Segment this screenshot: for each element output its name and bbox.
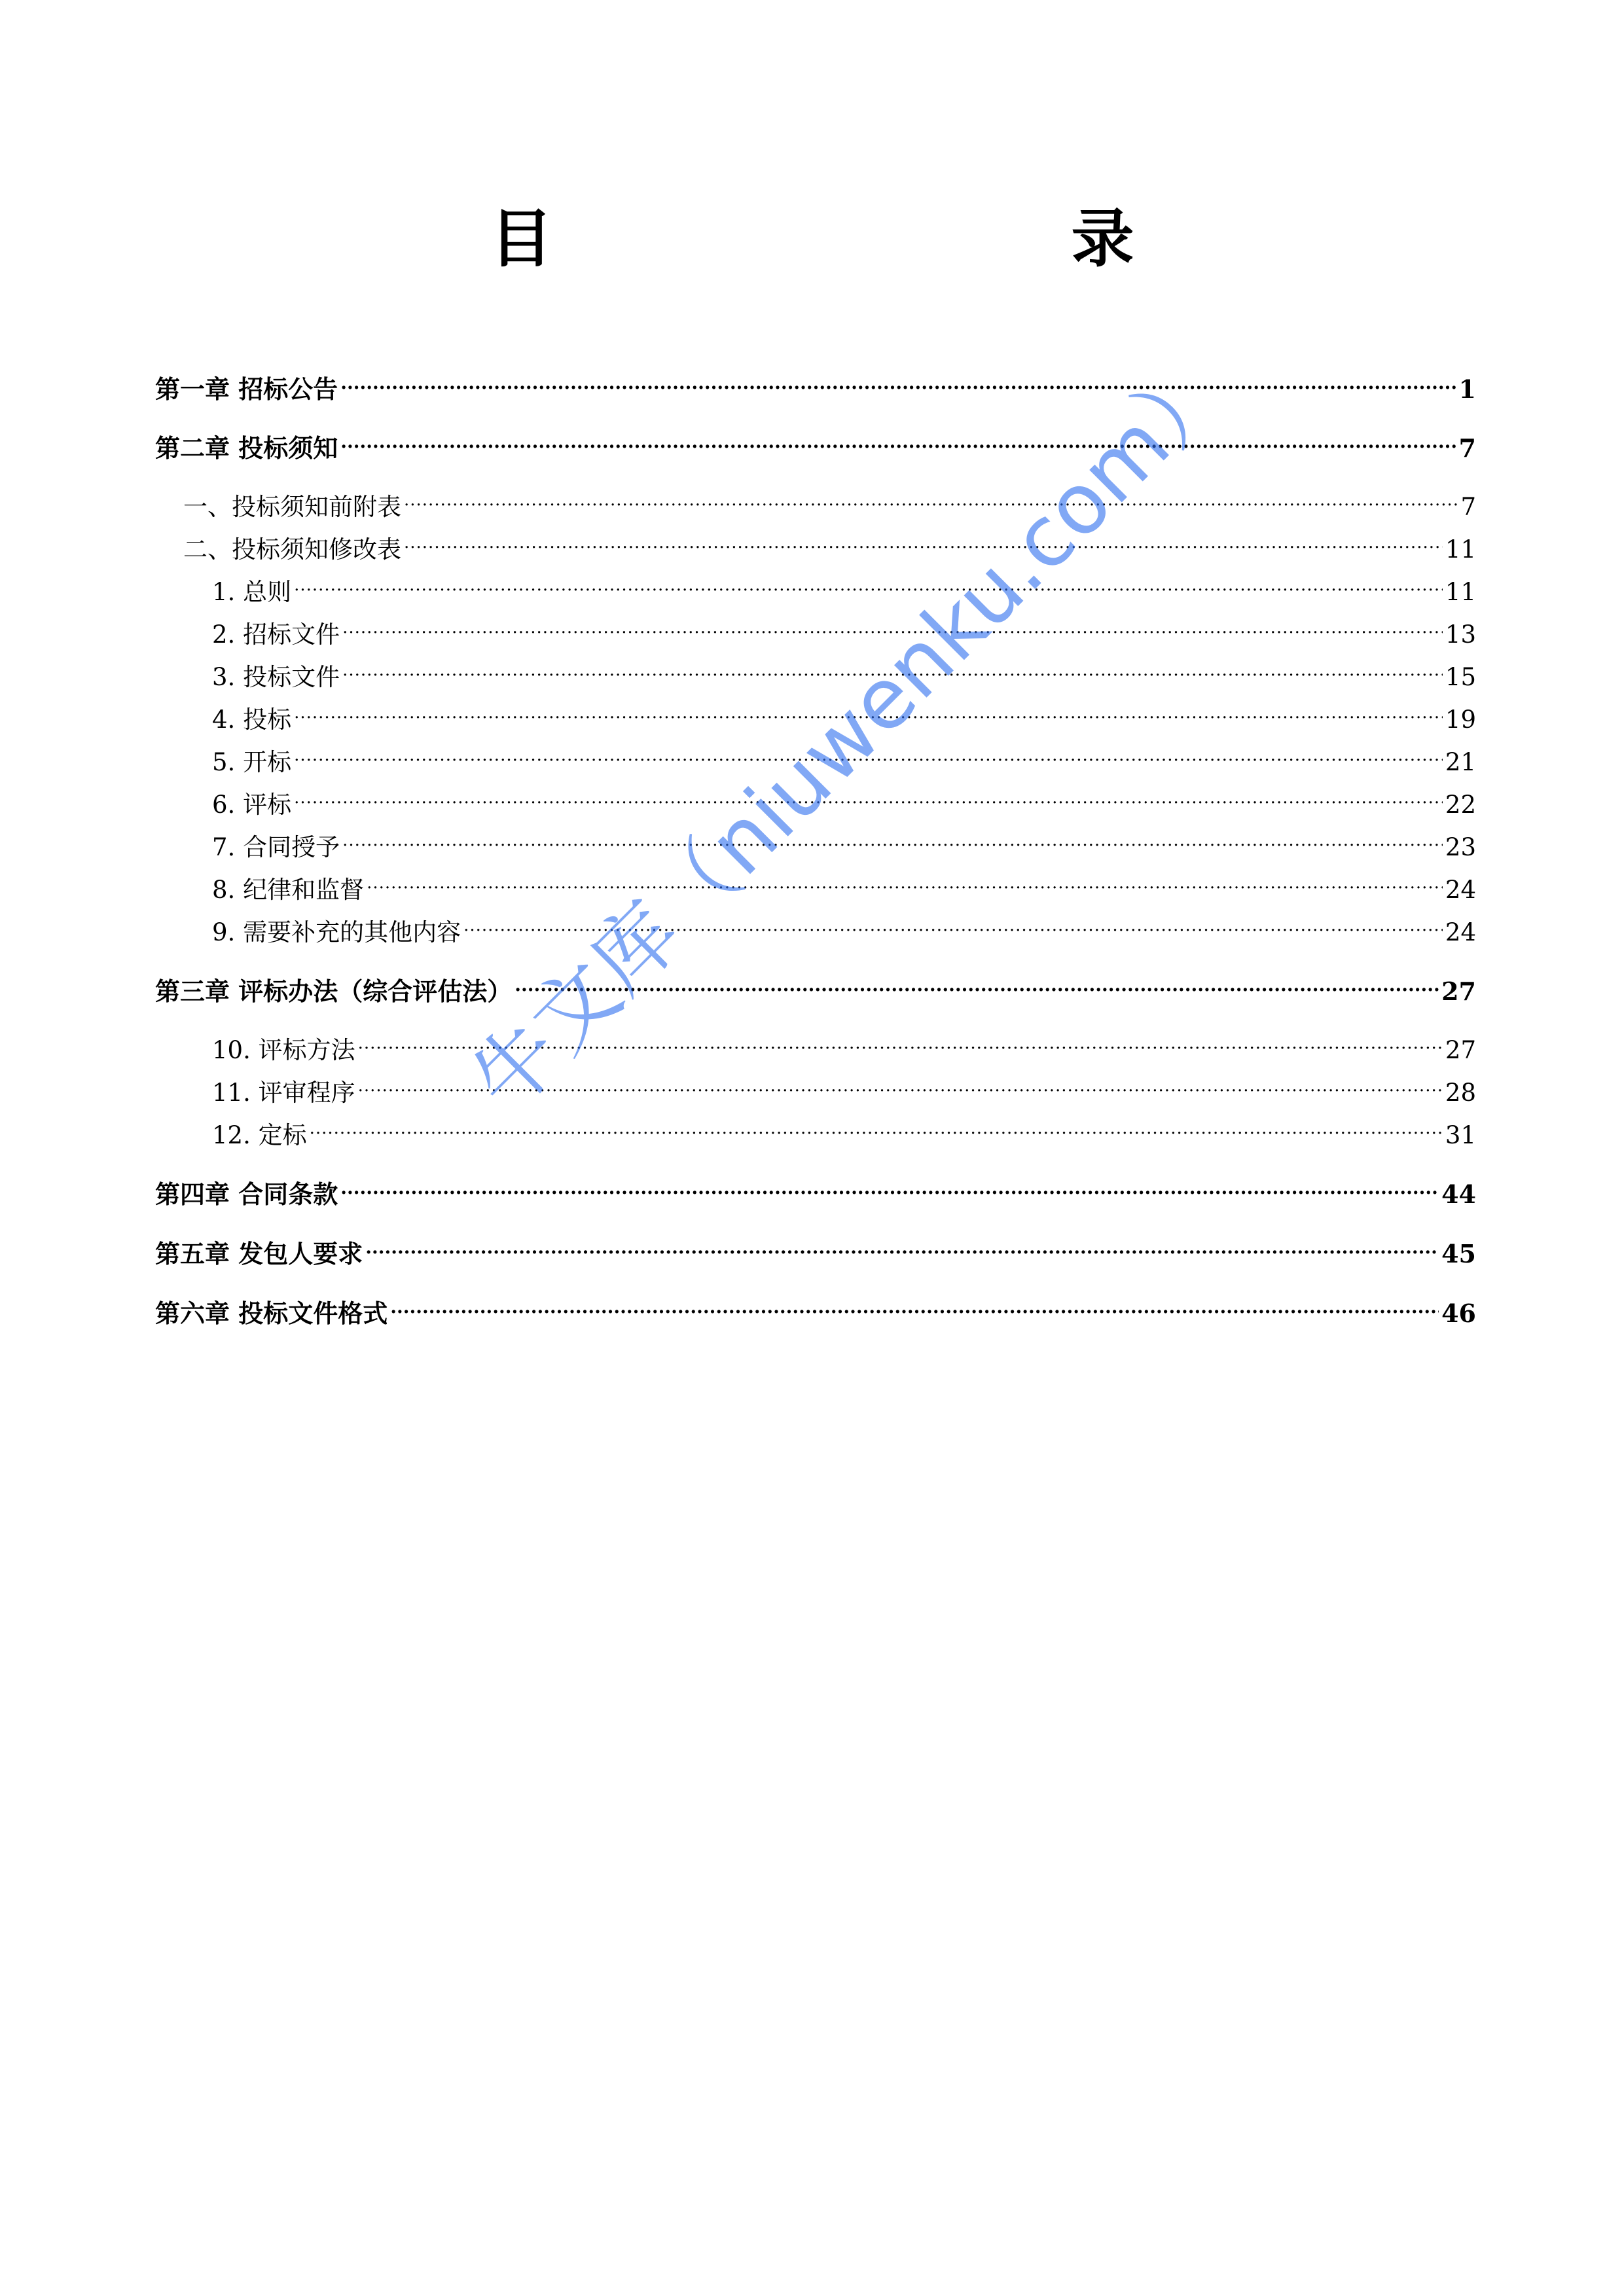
toc-leader-dots <box>367 865 1443 898</box>
toc-entry-label: 第一章 招标公告 <box>155 374 338 404</box>
toc-entry-page: 7 <box>1460 493 1476 521</box>
toc-entry-page: 11 <box>1445 578 1476 606</box>
toc-entry-label: 第四章 合同条款 <box>155 1179 338 1209</box>
toc-entry[interactable] <box>212 1068 1476 1107</box>
toc-leader-dots <box>294 780 1443 813</box>
toc-entry-label: 一、投标须知前附表 <box>183 493 401 521</box>
toc-entry-page: 24 <box>1445 918 1476 946</box>
toc-entry-page: 46 <box>1441 1299 1476 1328</box>
toc-entry[interactable] <box>212 610 1476 649</box>
toc-leader-dots <box>340 423 1456 457</box>
toc-entry-page: 19 <box>1445 706 1476 734</box>
toc-leader-dots <box>404 482 1458 515</box>
toc-entry[interactable] <box>155 364 1476 404</box>
toc-leader-dots <box>342 823 1443 855</box>
toc-leader-dots <box>310 1111 1443 1143</box>
toc-entry-label: 2. 招标文件 <box>212 620 340 649</box>
toc-entry-page: 22 <box>1445 791 1476 819</box>
toc-entry-label: 6. 评标 <box>212 791 292 819</box>
toc-entry-label: 1. 总则 <box>212 578 292 606</box>
toc-entry[interactable] <box>155 1169 1476 1209</box>
toc-entry-page: 31 <box>1445 1121 1476 1149</box>
toc-entry-page: 1 <box>1458 374 1476 404</box>
toc-entry[interactable] <box>155 1229 1476 1268</box>
toc-leader-dots <box>294 567 1443 600</box>
toc-entry-page: 13 <box>1445 620 1476 649</box>
toc-leader-dots <box>340 1169 1439 1203</box>
toc-entry[interactable] <box>212 567 1476 606</box>
toc-entry-page: 24 <box>1445 876 1476 904</box>
toc-entry[interactable] <box>155 423 1476 463</box>
toc-entry[interactable] <box>212 1026 1476 1064</box>
toc-entry-label: 二、投标须知修改表 <box>183 535 401 564</box>
toc-entry[interactable] <box>183 482 1476 521</box>
toc-entry-page: 45 <box>1441 1239 1476 1268</box>
toc-entry-page: 28 <box>1445 1079 1476 1107</box>
toc-entry-label: 第二章 投标须知 <box>155 433 338 463</box>
toc-entry-page: 11 <box>1445 535 1476 564</box>
toc-title: 目 录 <box>490 202 1265 276</box>
toc-entry[interactable] <box>212 865 1476 904</box>
toc-entry[interactable] <box>183 525 1476 564</box>
toc-entry-page: 44 <box>1441 1179 1476 1209</box>
toc-entry-page: 7 <box>1458 433 1476 463</box>
toc-entry[interactable] <box>155 1288 1476 1328</box>
toc-entry-label: 10. 评标方法 <box>212 1036 355 1064</box>
toc-leader-dots <box>404 525 1443 558</box>
toc-entry-page: 27 <box>1441 977 1476 1006</box>
toc-leader-dots <box>365 1229 1439 1263</box>
toc-entry-label: 第六章 投标文件格式 <box>155 1299 388 1328</box>
toc-entry-page: 15 <box>1445 663 1476 691</box>
toc-entry-label: 5. 开标 <box>212 748 292 776</box>
watermark: 牛文库（niuwenku.com） <box>453 336 1248 1131</box>
toc-leader-dots <box>340 364 1456 398</box>
toc-entry-label: 12. 定标 <box>212 1121 307 1149</box>
toc-entry[interactable] <box>212 823 1476 861</box>
toc-entry-label: 9. 需要补充的其他内容 <box>212 918 461 946</box>
toc-entry-label: 7. 合同授予 <box>212 833 340 861</box>
toc-entry-label: 11. 评审程序 <box>212 1079 355 1107</box>
toc-entry-label: 4. 投标 <box>212 706 292 734</box>
toc-entry-page: 23 <box>1445 833 1476 861</box>
toc-entry-label: 3. 投标文件 <box>212 663 340 691</box>
toc-entry[interactable] <box>212 908 1476 946</box>
toc-entry-label: 第五章 发包人要求 <box>155 1239 363 1268</box>
toc-leader-dots <box>390 1288 1439 1322</box>
toc-entry[interactable] <box>155 966 1476 1006</box>
toc-entry-label: 8. 纪律和监督 <box>212 876 365 904</box>
toc-entry-page: 21 <box>1445 748 1476 776</box>
toc-entry[interactable] <box>212 1111 1476 1149</box>
toc-entry-page: 27 <box>1445 1036 1476 1064</box>
toc-entry-label: 第三章 评标办法（综合评估法） <box>155 977 513 1006</box>
